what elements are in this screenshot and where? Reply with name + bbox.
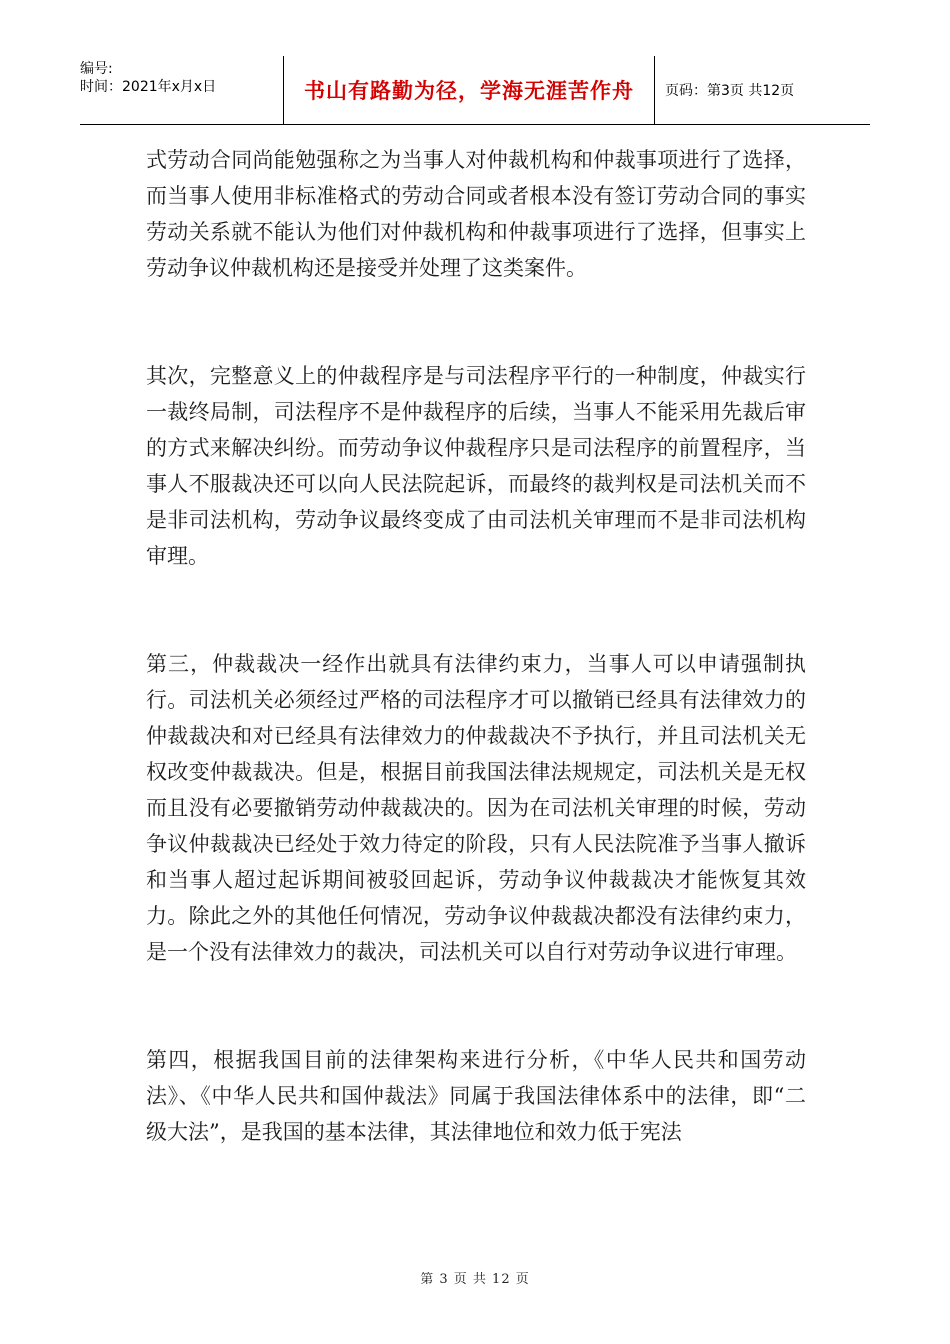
page-footer: 第 3 页 共 12 页	[420, 1272, 530, 1287]
header-motto: 书山有路勤为径，学海无涯苦作舟	[283, 56, 655, 124]
date-label: 时间：2021年x月x日	[80, 79, 217, 95]
header-page-info: 页码：第3页 共12页	[665, 83, 795, 99]
header-meta	[80, 56, 283, 124]
page-header	[80, 56, 870, 125]
document-body	[146, 142, 806, 1150]
paragraph-second-point: 其次，完整意义上的仲裁程序是与司法程序平行的一种制度，仲裁实行一裁终局制，司法程序不是仲裁程序的后续，当事人不能采用先裁后审的方式来解决纠纷。而劳动争议仲裁程序只是司法程序的前置程序，当事人不服裁决还可以向人民法院起诉，而最终的裁判权是司法机关而不是非司法机构，劳动争议最终变成了由司法机关审理而不是非司法机构审理。	[146, 364, 806, 568]
paragraph-fourth-point: 第四，根据我国目前的法律架构来进行分析，《中华人民共和国劳动法》、《中华人民共和国仲裁法》同属于我国法律体系中的法律，即“二级大法”，是我国的基本法律，其法律地位和效力低于宪法	[146, 1048, 806, 1144]
paragraph-continuation: 式劳动合同尚能勉强称之为当事人对仲裁机构和仲裁事项进行了选择，而当事人使用非标准格式的劳动合同或者根本没有签订劳动合同的事实劳动关系就不能认为他们对仲裁机构和仲裁事项进行了选择，但事实上劳动争议仲裁机构还是接受并处理了这类案件。	[146, 148, 806, 280]
serial-number-label: 编号:	[80, 61, 113, 77]
paragraph-third-point: 第三，仲裁裁决一经作出就具有法律约束力，当事人可以申请强制执行。司法机关必须经过严格的司法程序才可以撤销已经具有法律效力的仲裁裁决和对已经具有法律效力的仲裁裁决不予执行，并且司法机关无权改变仲裁裁决。但是，根据目前我国法律法规规定，司法机关是无权而且没有必要撤销劳动仲裁裁决的。因为在司法机关审理的时候，劳动争议仲裁裁决已经处于效力待定的阶段，只有人民法院准予当事人撤诉和当事人超过起诉期间被驳回起诉，劳动争议仲裁裁决才能恢复其效力。除此之外的其他任何情况，劳动争议仲裁裁决都没有法律约束力，是一个没有法律效力的裁决，司法机关可以自行对劳动争议进行审理。	[146, 652, 806, 964]
